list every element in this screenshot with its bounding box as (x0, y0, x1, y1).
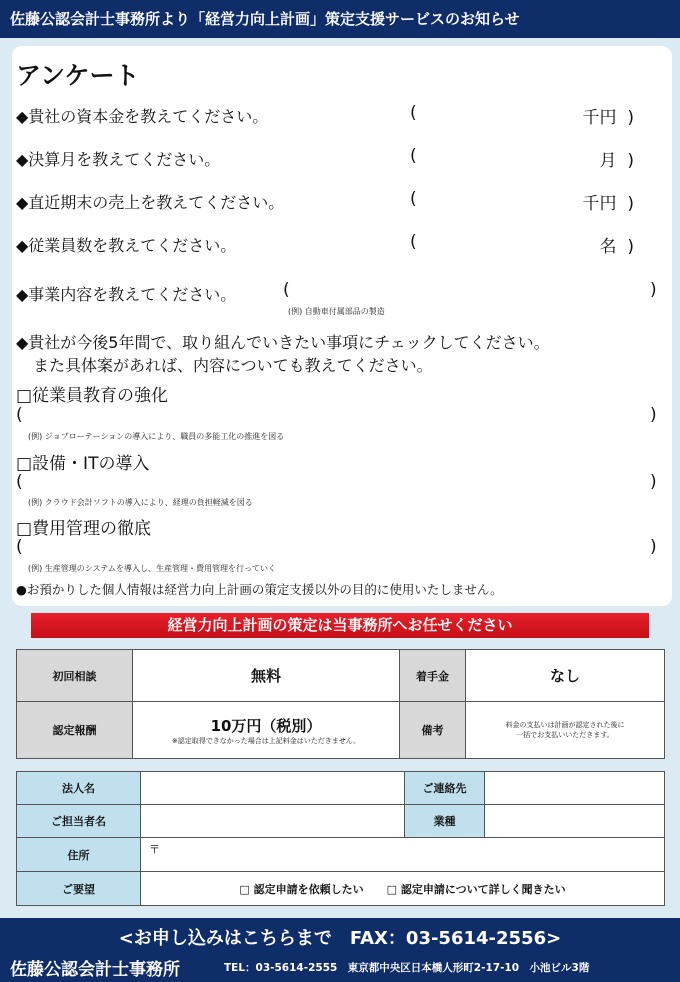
answer-field-equipment-it[interactable]: ) (650, 472, 657, 492)
answer-close-paren: ) (627, 237, 634, 257)
person-field[interactable] (141, 805, 405, 838)
answer-field-fiscal-month[interactable] (514, 146, 634, 171)
answer-open-paren: ( (410, 232, 417, 252)
postal-mark: 〒 (149, 843, 160, 856)
approval-fee-value: 10万円（税別） (210, 716, 322, 735)
answer-field-sales[interactable] (514, 189, 634, 214)
answer-field-cost-control[interactable]: ) (650, 537, 657, 557)
initial-consult-value: 無料 (133, 650, 400, 702)
answer-open-paren: ( (410, 103, 417, 123)
address-field[interactable] (141, 838, 665, 872)
person-label: ご担当者名 (17, 805, 141, 838)
unit-label: 月 (599, 151, 617, 171)
cost-example: (例) 生産管理のシステムを導入し、生産管理・費用管理を行っていく (28, 564, 276, 573)
application-form (16, 771, 665, 906)
page-footer (0, 918, 680, 982)
company-name-field[interactable] (141, 772, 405, 805)
unit-label: 千円 (582, 194, 617, 214)
remarks-cell (466, 702, 665, 759)
answer-open-paren: ( (16, 472, 23, 492)
address-label: 住所 (17, 838, 141, 872)
answer-close-paren: ) (627, 151, 634, 171)
request-label: ご要望 (17, 872, 141, 906)
question-sales: ◆直近期末の売上を教えてください。 (16, 193, 285, 212)
answer-open-paren: ( (283, 280, 290, 300)
remarks-label: 備考 (400, 702, 466, 759)
answer-field-capital[interactable] (514, 103, 634, 128)
equipment-example: (例) クラウド会計ソフトの導入により、経理の負担軽減を図る (28, 498, 253, 507)
plan-question-line2: また具体案があれば、内容についても教えてください。 (33, 356, 433, 375)
unit-label: 名 (599, 237, 617, 257)
survey-title: アンケート (16, 61, 140, 90)
plan-question-line1: ◆貴社が今後5年間で、取り組んでいきたい事項にチェックしてください。 (16, 333, 550, 352)
answer-close-paren: ) (627, 194, 634, 214)
apply-fax: <お申し込みはこちらまで FAX：03-5614-2556> (118, 928, 562, 949)
approval-fee-label: 認定報酬 (17, 702, 133, 759)
answer-open-paren: ( (410, 189, 417, 209)
retainer-label: 着手金 (400, 650, 466, 702)
retainer-value: なし (466, 650, 665, 702)
industry-label: 業種 (405, 805, 485, 838)
question-business: ◆事業内容を教えてください。 (16, 285, 237, 304)
service-banner: 経営力向上計画の策定は当事務所へお任せください (31, 613, 649, 638)
business-example: (例) 自動車付属部品の製造 (288, 307, 385, 316)
request-option-apply[interactable]: □ 認定申請を依頼したい (239, 882, 364, 896)
answer-open-paren: ( (16, 405, 23, 425)
checkbox-equipment-it[interactable]: □設備・ITの導入 (16, 454, 150, 474)
answer-open-paren: ( (16, 537, 23, 557)
checkbox-training[interactable]: □従業員教育の強化 (16, 386, 169, 406)
contact-field[interactable] (485, 772, 665, 805)
office-contact: TEL：03-5614-2555 東京都中央区日本橋人形町2-17-10 小池ビル3階 (224, 962, 590, 974)
remarks-line2: 一括でお支払いいただきます。 (516, 731, 614, 739)
header-title: 佐藤公認会計士事務所より「経営力向上計画」策定支援サービスのお知らせ (10, 10, 520, 28)
approval-fee-cell (133, 702, 400, 759)
privacy-note: ●お預かりした個人情報は経営力向上計画の策定支援以外の目的に使用いたしません。 (16, 582, 503, 597)
answer-field-training[interactable]: ) (650, 405, 657, 425)
office-name: 佐藤公認会計士事務所 (10, 960, 180, 980)
remarks-line1: 料金の支払いは計画が認定された後に (505, 721, 625, 729)
approval-fee-note: ※認定取得できなかった場合は上記料金はいただきません。 (171, 736, 361, 745)
company-name-label: 法人名 (17, 772, 141, 805)
answer-open-paren: ( (410, 146, 417, 166)
industry-field[interactable] (485, 805, 665, 838)
answer-field-business[interactable]: ) (650, 280, 657, 300)
initial-consult-label: 初回相談 (17, 650, 133, 702)
request-option-details[interactable]: □ 認定申請について詳しく聞きたい (386, 882, 566, 896)
answer-close-paren: ) (627, 108, 634, 128)
checkbox-cost-control[interactable]: □費用管理の徹底 (16, 519, 152, 539)
unit-label: 千円 (582, 108, 617, 128)
page-header (0, 0, 680, 38)
question-capital: ◆貴社の資本金を教えてください。 (16, 107, 269, 126)
training-example: (例) ジョブローテーションの導入により、職員の多能工化の推進を図る (28, 432, 285, 441)
answer-field-employees[interactable] (514, 232, 634, 257)
contact-label: ご連絡先 (405, 772, 485, 805)
question-fiscal-month: ◆決算月を教えてください。 (16, 150, 221, 169)
question-employees: ◆従業員数を教えてください。 (16, 236, 237, 255)
request-options (141, 872, 665, 906)
fee-table (16, 649, 665, 759)
